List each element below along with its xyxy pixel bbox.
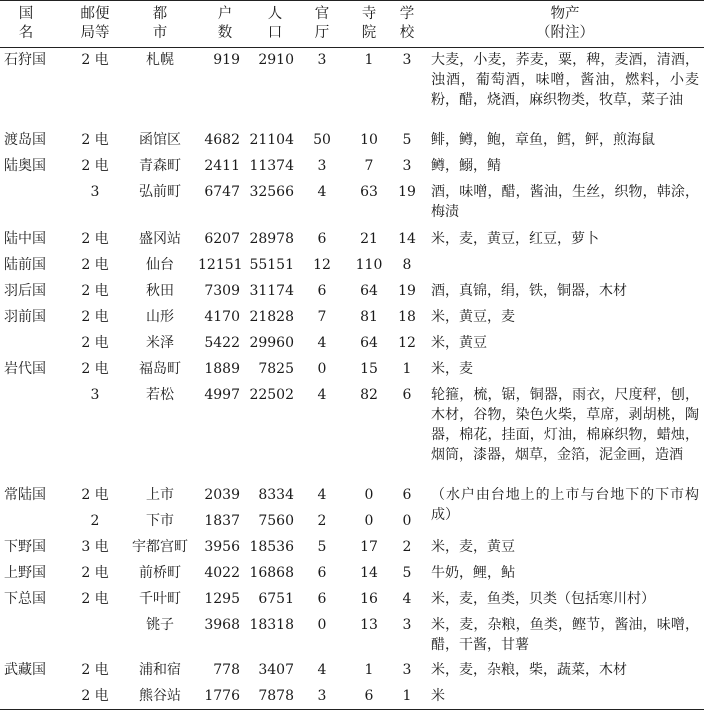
temples-cell: 6 <box>364 688 374 704</box>
province-cell: 羽后国 <box>4 283 46 299</box>
header-schools-line2: 校 <box>399 25 415 41</box>
province-cell: 岩代国 <box>4 361 46 377</box>
products-cell: 轮箍，梳，锯，铜器，雨衣，尺度秤，刨，木材，谷物，染色火柴，草席，剥胡桃，陶器，棉花，挂面，灯油，棉麻织物，蜡烛，烟筒，漆器，烟草，金箔，泥金画，造酒 <box>431 387 699 463</box>
population-cell: 28978 <box>249 231 294 247</box>
city-cell: 秋田 <box>146 283 174 299</box>
header-offices <box>302 5 342 43</box>
population-cell: 55151 <box>249 257 294 273</box>
header-population-line1: 人 <box>267 6 283 22</box>
offices-cell: 6 <box>317 231 327 247</box>
households-cell: 5422 <box>204 335 240 351</box>
temples-cell: 17 <box>360 539 378 555</box>
population-cell: 8334 <box>258 487 294 503</box>
population-cell: 22502 <box>249 387 294 403</box>
population-cell: 3407 <box>258 662 294 678</box>
city-cell: 福岛町 <box>139 361 181 377</box>
temples-cell: 0 <box>364 513 374 529</box>
offices-cell: 4 <box>317 662 327 678</box>
table-top-rule <box>0 0 704 1</box>
households-cell: 4170 <box>204 309 240 325</box>
header-post-class-line2: 局等 <box>80 25 110 41</box>
offices-cell: 50 <box>313 132 331 148</box>
header-temples-line2: 院 <box>361 25 377 41</box>
schools-cell: 3 <box>402 617 412 633</box>
households-cell: 919 <box>213 52 240 68</box>
province-cell: 陆中国 <box>4 231 46 247</box>
population-cell: 16868 <box>249 565 294 581</box>
products-cell: 酒，味噌，醋，酱油，生丝，织物，韩涂，梅渍 <box>431 184 699 220</box>
households-cell: 7309 <box>204 283 240 299</box>
header-province-line1: 国 <box>18 6 34 22</box>
households-cell: 6207 <box>204 231 240 247</box>
schools-cell: 12 <box>398 335 416 351</box>
temples-cell: 10 <box>360 132 378 148</box>
households-cell: 1889 <box>204 361 240 377</box>
schools-cell: 8 <box>402 257 412 273</box>
population-cell: 6751 <box>258 591 294 607</box>
population-cell: 32566 <box>249 184 294 200</box>
temples-cell: 14 <box>360 565 378 581</box>
post-class-cell: 2 电 <box>81 662 109 678</box>
post-class-cell: 2 电 <box>81 52 109 68</box>
post-class-cell: 2 电 <box>81 158 109 174</box>
population-cell: 18536 <box>249 539 294 555</box>
products-cell: 鲱，鳟，鲍，章鱼，鳕，鲆，煎海鼠 <box>431 132 655 148</box>
post-class-cell: 2 电 <box>81 688 109 704</box>
header-schools <box>392 5 422 43</box>
province-cell: 羽前国 <box>4 309 46 325</box>
city-cell: 熊谷站 <box>139 688 181 704</box>
products-cell: 米，麦，黄豆 <box>431 539 515 555</box>
province-cell: 武藏国 <box>4 662 46 678</box>
offices-cell: 4 <box>317 487 327 503</box>
temples-cell: 64 <box>360 335 378 351</box>
temples-cell: 16 <box>360 591 378 607</box>
households-cell: 2411 <box>204 158 240 174</box>
products-cell: 鳟，鰯，鲭 <box>431 158 501 174</box>
post-class-cell: 2 电 <box>81 335 109 351</box>
post-class-cell: 2 电 <box>81 565 109 581</box>
schools-cell: 18 <box>398 309 416 325</box>
header-province <box>6 5 46 43</box>
households-cell: 4022 <box>204 565 240 581</box>
products-cell: 米，麦，鱼类，贝类（包括寒川村） <box>431 591 655 607</box>
post-class-cell: 2 电 <box>81 361 109 377</box>
offices-cell: 5 <box>317 539 327 555</box>
city-cell: 下市 <box>146 513 174 529</box>
header-schools-line1: 学 <box>399 6 415 22</box>
households-cell: 1295 <box>204 591 240 607</box>
temples-cell: 81 <box>360 309 378 325</box>
header-products-line1: 物产 <box>550 6 580 22</box>
post-class-cell: 2 电 <box>81 132 109 148</box>
products-cell: 米 <box>431 688 445 704</box>
offices-cell: 4 <box>317 335 327 351</box>
header-products-line2: （附注） <box>536 25 594 41</box>
products-cell: 米，麦，黄豆，红豆，萝卜 <box>431 231 599 247</box>
population-cell: 21828 <box>249 309 294 325</box>
schools-cell: 5 <box>402 132 412 148</box>
city-cell: 宇都宫町 <box>132 539 188 555</box>
products-cell: 米，黄豆，麦 <box>431 309 515 325</box>
offices-cell: 7 <box>317 309 327 325</box>
households-cell: 4997 <box>204 387 240 403</box>
offices-cell: 0 <box>317 361 327 377</box>
households-cell: 2039 <box>204 487 240 503</box>
offices-cell: 12 <box>313 257 331 273</box>
population-cell: 29960 <box>249 335 294 351</box>
offices-cell: 0 <box>317 617 327 633</box>
city-cell: 千叶町 <box>139 591 181 607</box>
schools-cell: 3 <box>402 158 412 174</box>
post-class-cell: 3 <box>90 184 100 200</box>
city-cell: 青森町 <box>139 158 181 174</box>
province-cell: 石狩国 <box>4 52 46 68</box>
population-cell: 7825 <box>258 361 294 377</box>
province-cell: 下总国 <box>4 591 46 607</box>
header-temples <box>348 5 390 43</box>
temples-cell: 64 <box>360 283 378 299</box>
population-cell: 2910 <box>258 52 294 68</box>
city-cell: 盛冈站 <box>139 231 181 247</box>
offices-cell: 4 <box>317 387 327 403</box>
province-cell: 陆前国 <box>4 257 46 273</box>
offices-cell: 4 <box>317 184 327 200</box>
schools-cell: 4 <box>402 591 412 607</box>
city-cell: 弘前町 <box>139 184 181 200</box>
post-class-cell: 2 电 <box>81 309 109 325</box>
population-cell: 7560 <box>258 513 294 529</box>
temples-cell: 13 <box>360 617 378 633</box>
header-temples-line1: 寺 <box>361 6 377 22</box>
temples-cell: 110 <box>355 257 383 273</box>
schools-cell: 6 <box>402 387 412 403</box>
population-cell: 11374 <box>249 158 294 174</box>
products-cell: （水户由台地上的上市与台地下的下市构成） <box>431 487 699 523</box>
city-cell: 铫子 <box>146 617 174 633</box>
province-cell: 上野国 <box>4 565 46 581</box>
schools-cell: 19 <box>398 184 416 200</box>
temples-cell: 7 <box>364 158 374 174</box>
header-city <box>124 5 196 43</box>
products-cell: 米，黄豆 <box>431 335 487 351</box>
header-city-line2: 市 <box>152 25 168 41</box>
products-cell: 米，麦，杂粮，柴，蔬菜，木材 <box>431 662 627 678</box>
households-cell: 3956 <box>204 539 240 555</box>
schools-cell: 19 <box>398 283 416 299</box>
population-cell: 7878 <box>258 688 294 704</box>
offices-cell: 3 <box>317 158 327 174</box>
temples-cell: 82 <box>360 387 378 403</box>
header-offices-line2: 厅 <box>314 25 330 41</box>
offices-cell: 6 <box>317 565 327 581</box>
province-cell: 陆奥国 <box>4 158 46 174</box>
population-cell: 31174 <box>249 283 294 299</box>
city-cell: 函馆区 <box>139 132 181 148</box>
header-population-line2: 口 <box>267 25 283 41</box>
post-class-cell: 2 电 <box>81 283 109 299</box>
products-cell: 酒，真锦，绢，铁，铜器，木材 <box>431 283 627 299</box>
schools-cell: 0 <box>402 513 412 529</box>
temples-cell: 1 <box>364 662 374 678</box>
schools-cell: 5 <box>402 565 412 581</box>
products-cell: 米，麦，杂粮，鱼类，鲣节，酱油，味噌，醋，干酱，甘薯 <box>431 617 699 653</box>
post-class-cell: 3 <box>90 387 100 403</box>
province-cell: 下野国 <box>4 539 46 555</box>
temples-cell: 15 <box>360 361 378 377</box>
schools-cell: 1 <box>402 688 412 704</box>
products-cell: 米，麦 <box>431 361 473 377</box>
schools-cell: 1 <box>402 361 412 377</box>
schools-cell: 2 <box>402 539 412 555</box>
header-population <box>255 5 295 43</box>
temples-cell: 63 <box>360 184 378 200</box>
offices-cell: 3 <box>317 688 327 704</box>
header-city-line1: 都 <box>152 6 168 22</box>
households-cell: 3968 <box>204 617 240 633</box>
city-cell: 若松 <box>146 387 174 403</box>
header-post-class <box>66 5 124 43</box>
province-cell: 渡岛国 <box>4 132 46 148</box>
post-class-cell: 2 <box>90 513 100 529</box>
city-cell: 山形 <box>146 309 174 325</box>
households-cell: 4682 <box>204 132 240 148</box>
population-cell: 21104 <box>249 132 294 148</box>
city-cell: 前桥町 <box>139 565 181 581</box>
city-cell: 上市 <box>146 487 174 503</box>
city-cell: 浦和宿 <box>139 662 181 678</box>
households-cell: 1776 <box>204 688 240 704</box>
temples-cell: 21 <box>360 231 378 247</box>
post-class-cell: 3 电 <box>81 539 109 555</box>
schools-cell: 14 <box>398 231 416 247</box>
offices-cell: 6 <box>317 591 327 607</box>
households-cell: 12151 <box>198 257 243 273</box>
city-cell: 札幌 <box>146 52 174 68</box>
post-class-cell: 2 电 <box>81 257 109 273</box>
population-cell: 18318 <box>249 617 294 633</box>
header-households <box>205 5 245 43</box>
header-offices-line1: 官 <box>314 6 330 22</box>
province-cell: 常陆国 <box>4 487 46 503</box>
offices-cell: 2 <box>317 513 327 529</box>
offices-cell: 3 <box>317 52 327 68</box>
temples-cell: 1 <box>364 52 374 68</box>
post-class-cell: 2 电 <box>81 231 109 247</box>
products-cell: 牛奶，鲤，鲇 <box>431 565 515 581</box>
products-cell: 大麦，小麦，荞麦，粟，稗，麦酒，清酒，浊酒，葡萄酒，味噌，酱油，燃料，小麦粉，醋，烧酒，麻织物类，牧草，菜子油 <box>431 52 699 108</box>
city-cell: 米泽 <box>146 335 174 351</box>
header-products <box>431 5 699 43</box>
households-cell: 1837 <box>204 513 240 529</box>
city-cell: 仙台 <box>146 257 174 273</box>
offices-cell: 6 <box>317 283 327 299</box>
header-bottom-rule <box>0 47 704 48</box>
header-households-line2: 数 <box>217 25 233 41</box>
schools-cell: 6 <box>402 487 412 503</box>
header-province-line2: 名 <box>18 25 34 41</box>
post-class-cell: 2 电 <box>81 591 109 607</box>
households-cell: 6747 <box>204 184 240 200</box>
schools-cell: 3 <box>402 662 412 678</box>
schools-cell: 3 <box>402 52 412 68</box>
temples-cell: 0 <box>364 487 374 503</box>
header-post-class-line1: 邮便 <box>80 6 110 22</box>
header-households-line1: 户 <box>217 6 233 22</box>
post-class-cell: 2 电 <box>81 487 109 503</box>
households-cell: 778 <box>213 662 240 678</box>
